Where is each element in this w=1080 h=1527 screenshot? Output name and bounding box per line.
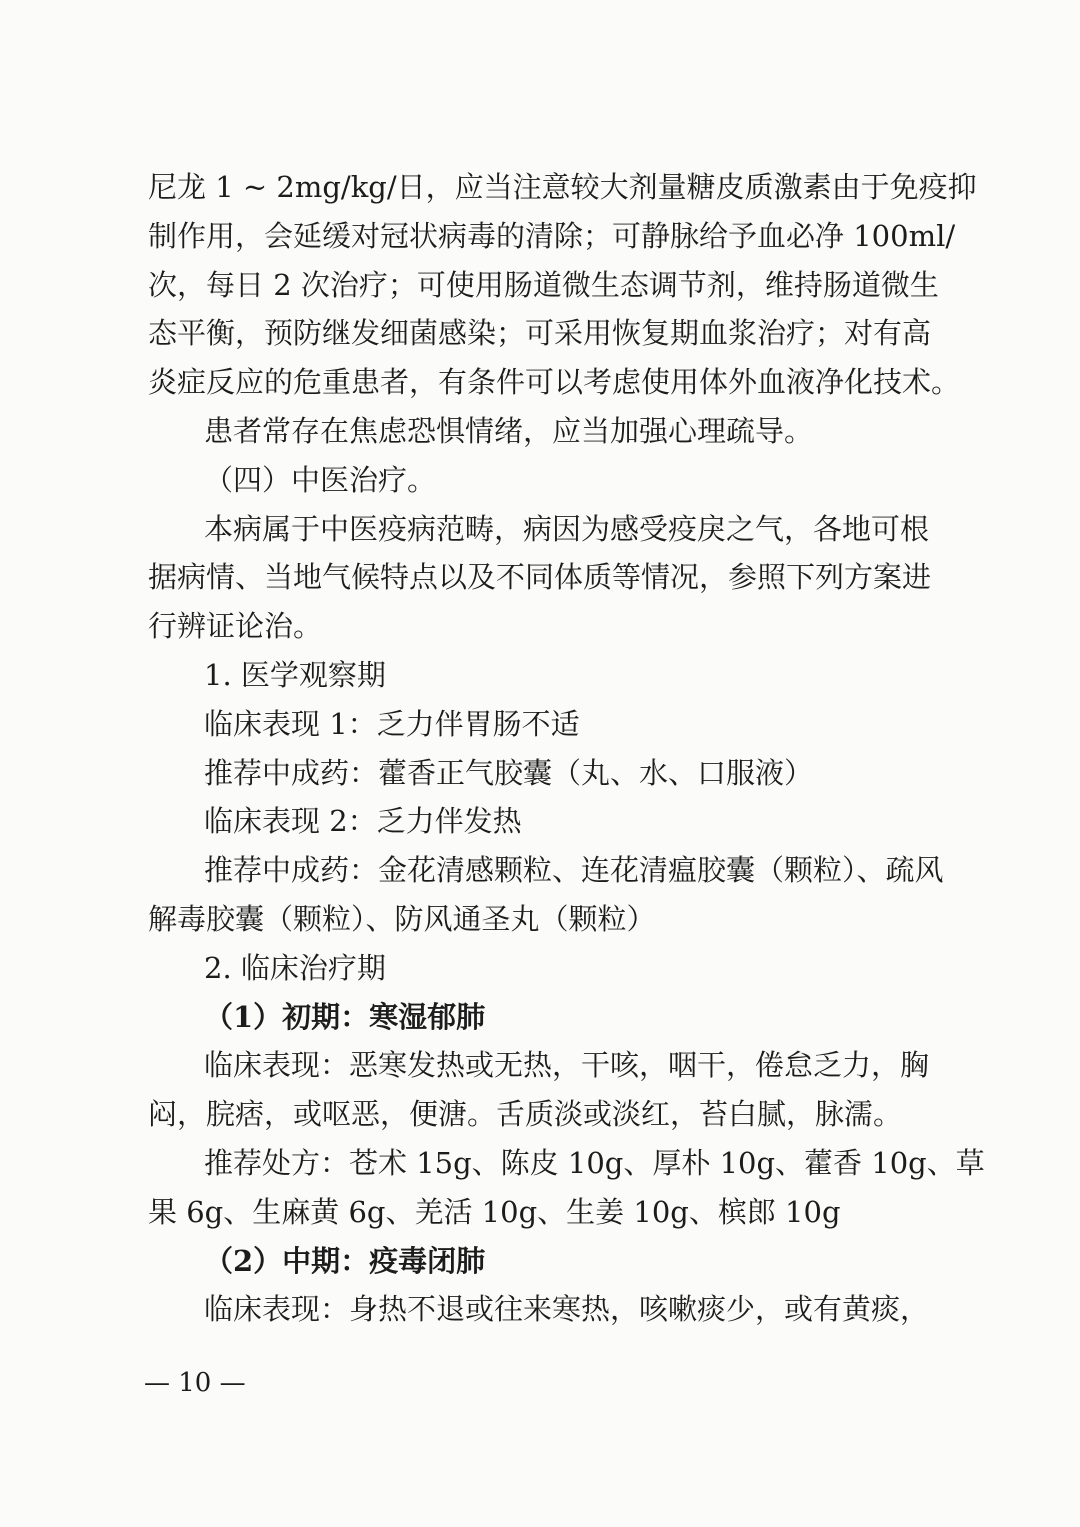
text-line: 临床表现：恶寒发热或无热，干咳，咽干，倦怠乏力，胸 [204, 1048, 930, 1083]
text-line: 临床表现 1：乏力伴胃肠不适 [204, 706, 580, 741]
text-line: 据病情、当地气候特点以及不同体质等情况，参照下列方案进 [148, 560, 932, 595]
text-line: 闷，脘痞，或呕恶，便溏。舌质淡或淡红，苔白腻，脉濡。 [148, 1097, 903, 1132]
body-text [148, 163, 985, 1334]
text-line: 果 6g、生麻黄 6g、羌活 10g、生姜 10g、槟郎 10g [148, 1194, 841, 1229]
page-number: — 10 — [144, 1368, 246, 1398]
text-line: 制作用，会延缓对冠状病毒的清除；可静脉给予血必净 100ml/ [148, 218, 956, 253]
stage-heading: （1）初期：寒湿郁肺 [204, 999, 486, 1034]
text-line: 临床表现：身热不退或往来寒热，咳嗽痰少，或有黄痰， [204, 1292, 930, 1327]
text-line: 推荐中成药：藿香正气胶囊（丸、水、口服液） [204, 755, 814, 790]
text-line: 尼龙 1 ~ 2mg/kg/日，应当注意较大剂量糖皮质激素由于免疫抑 [148, 170, 977, 204]
text-line: 态平衡，预防继发细菌感染；可采用恢复期血浆治疗；对有高 [148, 316, 932, 351]
stage-heading: （2）中期：疫毒闭肺 [204, 1243, 486, 1278]
text-line: 炎症反应的危重患者，有条件可以考虑使用体外血液净化技术。 [148, 365, 961, 400]
text-line: 患者常存在焦虑恐惧情绪，应当加强心理疏导。 [204, 413, 814, 448]
text-line: 行辨证论治。 [148, 609, 323, 644]
subsection-heading: 1. 医学观察期 [204, 657, 386, 692]
text-line: 本病属于中医疫病范畴，病因为感受疫戾之气，各地可根 [204, 511, 930, 546]
text-line: 推荐中成药：金花清感颗粒、连花清瘟胶囊（颗粒）、疏风 [204, 853, 944, 888]
section-heading: （四）中医治疗。 [204, 462, 437, 497]
text-line: 次，每日 2 次治疗；可使用肠道微生态调节剂，维持肠道微生 [148, 267, 939, 302]
text-line: 推荐处方：苍术 15g、陈皮 10g、厚朴 10g、藿香 10g、草 [204, 1145, 985, 1180]
text-line: 解毒胶囊（颗粒）、防风通圣丸（颗粒） [148, 901, 656, 936]
subsection-heading: 2. 临床治疗期 [204, 950, 386, 985]
text-line: 临床表现 2：乏力伴发热 [204, 804, 522, 839]
